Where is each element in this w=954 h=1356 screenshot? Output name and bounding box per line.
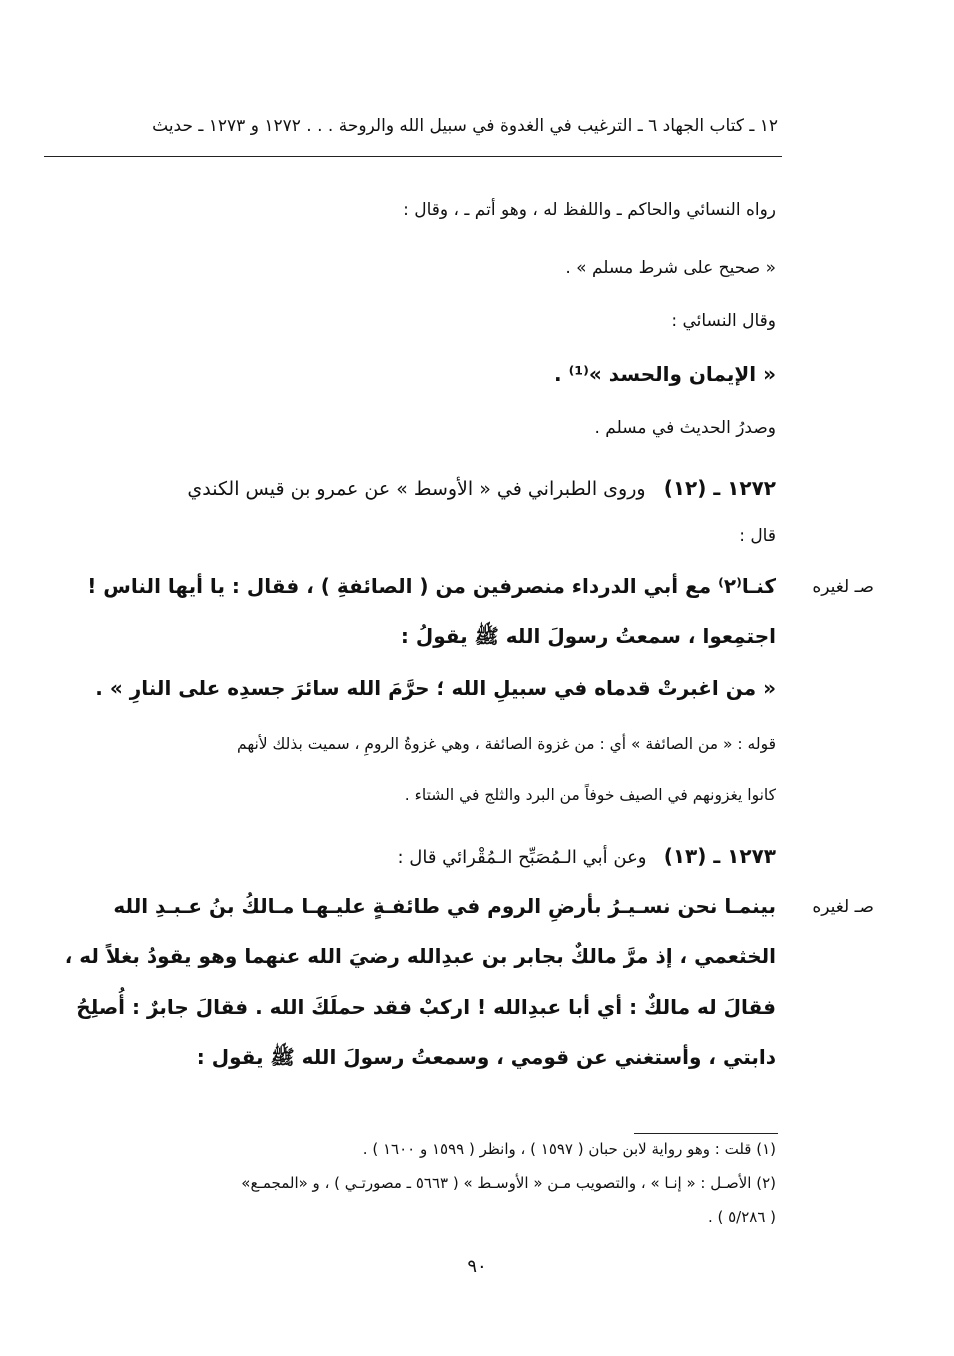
text-line-4: « الإيمان والحسد »⁽¹⁾ . — [554, 362, 776, 386]
header-rule — [44, 156, 782, 157]
text-line-5: وصدرُ الحديث في مسلم . — [594, 418, 776, 438]
footnote-2-line-2: ( ٥/٢٨٦ ) . — [707, 1208, 776, 1226]
hadith-1273-intro: وعن أبي الـمُصَبِّح الـمُقْرائي قال : — [397, 847, 647, 868]
grade-label-2: صـ لغيره — [812, 897, 874, 917]
hadith-1273-heading — [46, 844, 776, 868]
page-number: ٩٠ — [467, 1256, 487, 1277]
text-line-1: رواه النسائي والحاكم ـ واللفظ له ، وهو أتم ـ ، وقال : — [403, 200, 776, 220]
hadith-1272-heading — [46, 476, 776, 500]
running-header: ١٢ ـ كتاب الجهاد ٦ ـ الترغيب في الغدوة في سبيل الله والروحة . . . ١٢٧٢ و ١٢٧٣ ـ حديث — [152, 116, 778, 136]
hadith-1272-continuation: قال : — [739, 526, 776, 546]
hadith-1272-text-2: اجتمِعوا ، سمعتُ رسولَ الله ﷺ يقولُ : — [400, 624, 776, 648]
explanatory-note-1: قوله : « من الصائفة » أي : من غزوة الصائفة ، وهي غزوةُ الرومِ ، سميت بذلك لأنهم — [237, 735, 776, 753]
hadith-1272-text-3: « من اغبرتْ قدماه في سبيلِ الله ؛ حرَّمَ الله سائرَ جسدِه على النارِ » . — [95, 676, 776, 700]
hadith-1272-number: ١٢٧٢ ـ (١٢) — [663, 476, 776, 500]
hadith-1273-text-4: دابتي ، وأستغني عن قومي ، وسمعتُ رسولَ الله ﷺ يقول : — [196, 1045, 776, 1069]
hadith-1272-text-1: كنـا⁽٢⁾ مع أبي الدرداء منصرفين من ( الصائفةِ ) ، فقال : يا أيها الناس ! — [87, 574, 776, 598]
hadith-1273-number: ١٢٧٣ ـ (١٣) — [663, 844, 776, 868]
hadith-1272-intro: وروى الطبراني في « الأوسط » عن عمرو بن قيس الكندي — [187, 478, 646, 500]
explanatory-note-2: كانوا يغزونهم في الصيف خوفاً من البرد والثلج في الشتاء . — [404, 786, 776, 804]
footnote-1: (١) قلت : وهو رواية لابن حبان ( ١٥٩٧ ) ، وانظر ( ١٥٩٩ و ١٦٠٠ ) . — [362, 1140, 776, 1158]
text-line-2: « صحيح على شرط مسلم » . — [565, 258, 776, 278]
footnote-rule — [634, 1133, 778, 1134]
footnote-2-line-1: (٢) الأصـل : « إنـا » ، والتصويب مـن « الأوسـط » ( ٥٦٦٣ ـ مصورتـي ) ، و «المجمـع» — [241, 1174, 776, 1192]
hadith-1273-text-2: الخثعمي ، إذ مرَّ مالكٌ بجابر بن عبدِالله رضيَ الله عنهما وهو يقودُ بغلاً له ، — [64, 944, 776, 968]
grade-label-1: صـ لغيره — [812, 577, 874, 597]
hadith-1273-text-3: فقالَ له مالكٌ : أي أبا عبدِالله ! اركبْ فقد حملَكَ الله . فقالَ جابرٌ : أُصلِحُ — [76, 995, 776, 1019]
hadith-1273-text-1: بينمـا نحن نسـيـرُ بأرضِ الروم في طائفـةٍ عليـهـا مـالكُ بنُ عـبـدِ الله — [113, 894, 776, 918]
text-line-3: وقال النسائي : — [671, 311, 776, 331]
